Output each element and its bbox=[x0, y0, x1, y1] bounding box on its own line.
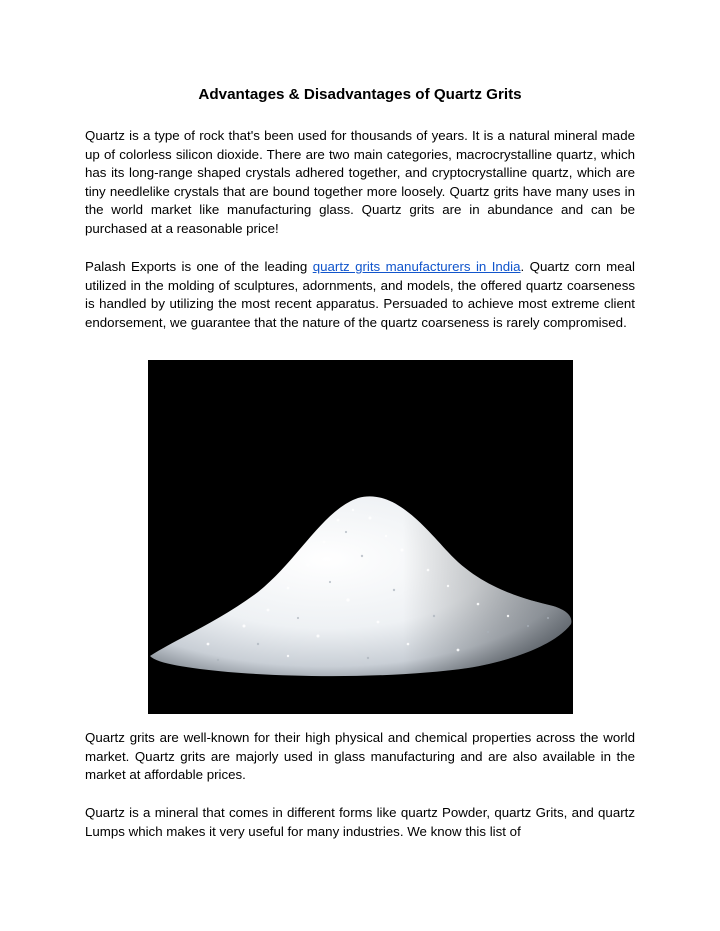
paragraph-text-after-link: . Quartz corn meal utilized in the molding of sculptures, adornments, and models, the offered quartz coarseness is handled by utilizing the most recent apparatus. Persuaded to achieve most extreme client endorsement, we guarantee that the nature of the quartz coarseness is rarely compromised. bbox=[85, 259, 635, 330]
page-title: Advantages & Disadvantages of Quartz Grits bbox=[198, 86, 522, 103]
paragraph-intro: Quartz is a type of rock that's been used for thousands of years. It is a natural mineral made up of colorless silicon dioxide. There are two main categories, macrocrystalline quartz, which has its long-range shaped crystals adhered together, and cryptocrystalline quartz, which are tiny needlelike crystals that are bound together more loosely. Quartz grits have many uses in the world market like manufacturing glass. Quartz grits are in abundance and can be purchased at a reasonable price! bbox=[85, 128, 635, 236]
paragraph-properties: Quartz grits are well-known for their high physical and chemical properties across the world market. Quartz grits are majorly used in glass manufacturing and are also available in the market at affordable prices. bbox=[85, 730, 635, 783]
paragraph-palash-exports bbox=[85, 258, 635, 332]
paragraph-text-before-link: Palash Exports is one of the leading bbox=[85, 259, 313, 274]
quartz-grits-manufacturers-link[interactable]: quartz grits manufacturers in India bbox=[312, 259, 521, 274]
quartz-pile-illustration bbox=[148, 360, 573, 714]
paragraph-forms: Quartz is a mineral that comes in different forms like quartz Powder, quartz Grits, and quartz Lumps which makes it very useful for many industries. We know this list of bbox=[85, 805, 635, 839]
quartz-grits-photo bbox=[148, 360, 573, 714]
